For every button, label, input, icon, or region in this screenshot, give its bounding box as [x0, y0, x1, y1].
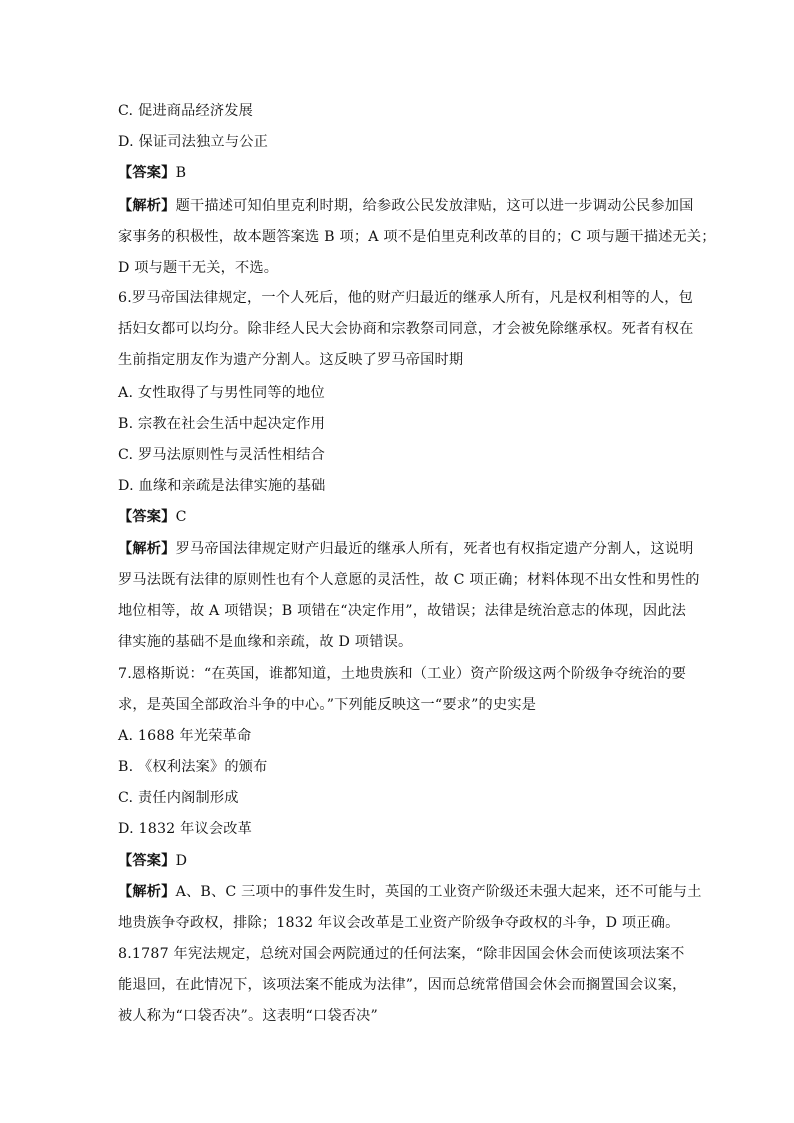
answer-value: C [175, 509, 187, 525]
text-line: 律实施的基础不是血缘和亲疏，故 D 项错误。 [118, 634, 413, 650]
text-line: 地位相等，故 A 项错误；B 项错在“决定作用”，故错误；法律是统治意志的体现，因此法 [118, 603, 687, 619]
answer-label: 【答案】 [118, 509, 176, 525]
analysis-text: 罗马帝国法律规定财产归最近的继承人所有，死者也有权指定遗产分割人，这说明 [175, 541, 694, 557]
text-line: 求，是英国全部政治斗争的中心。”下列能反映这一“要求”的史实是 [118, 697, 537, 713]
text-line: 括妇女都可以均分。除非经人民大会协商和宗教祭司同意，才会被免除继承权。死者有权在 [118, 321, 694, 337]
option-line: D. 保证司法独立与公正 [118, 134, 268, 150]
option-line: B. 宗教在社会生活中起决定作用 [118, 416, 326, 432]
option-line: C. 责任内阁制形成 [118, 790, 239, 806]
question-line: 8.1787 年宪法规定，总统对国会两院通过的任何法案，“除非因国会休会而使该项法案不 [118, 946, 685, 962]
text-line: D 项与题干无关，不选。 [118, 260, 279, 276]
option-line: C. 促进商品经济发展 [118, 103, 254, 119]
answer-value: B [175, 165, 187, 181]
analysis-line [118, 882, 702, 902]
answer-label: 【答案】 [118, 165, 176, 181]
analysis-label: 【解析】 [118, 541, 176, 557]
option-line: D. 血缘和亲疏是法律实施的基础 [118, 478, 326, 494]
text-line: 罗马法既有法律的原则性也有个人意愿的灵活性，故 C 项正确；材料体现不出女性和男性的 [118, 572, 700, 588]
answer-line [118, 163, 186, 183]
answer-line [118, 507, 187, 527]
option-line: A. 女性取得了与男性同等的地位 [118, 385, 325, 401]
analysis-text: 题干描述可知伯里克利时期，给参政公民发放津贴，这可以进一步调动公民参加国 [175, 198, 694, 214]
option-line: A. 1688 年光荣革命 [118, 728, 252, 744]
analysis-text: A、B、C 三项中的事件发生时，英国的工业资产阶级还未强大起来，还不可能与土 [175, 884, 702, 900]
analysis-label: 【解析】 [118, 198, 176, 214]
text-line: 地贵族争夺政权，排除；1832 年议会改革是工业资产阶级争夺政权的斗争，D 项正确。 [118, 915, 680, 931]
answer-value: D [175, 853, 188, 869]
answer-label: 【答案】 [118, 853, 176, 869]
option-line: B. 《权利法案》的颁布 [118, 759, 268, 775]
analysis-label: 【解析】 [118, 884, 176, 900]
answer-line [118, 851, 187, 871]
text-line: 能退回，在此情况下，该项法案不能成为法律”，因而总统常借国会休会而搁置国会议案， [118, 977, 687, 993]
analysis-line [118, 539, 694, 559]
question-line: 7.恩格斯说：“在英国，谁都知道，土地贵族和（工业）资产阶级这两个阶级争夺统治的要 [118, 666, 687, 682]
text-line: 生前指定朋友作为遗产分割人。这反映了罗马帝国时期 [118, 352, 464, 368]
option-line: D. 1832 年议会改革 [118, 821, 253, 837]
text-line: 家事务的积极性，故本题答案选 B 项；A 项不是伯里克利改革的目的；C 项与题干描述无关； [118, 229, 716, 245]
text-line: 被人称为“口袋否决”。这表明“口袋否决” [118, 1008, 379, 1024]
option-line: C. 罗马法原则性与灵活性相结合 [118, 447, 326, 463]
question-line: 6.罗马帝国法律规定，一个人死后，他的财产归最近的继承人所有，凡是权利相等的人，包 [118, 290, 694, 306]
analysis-line [118, 196, 694, 216]
